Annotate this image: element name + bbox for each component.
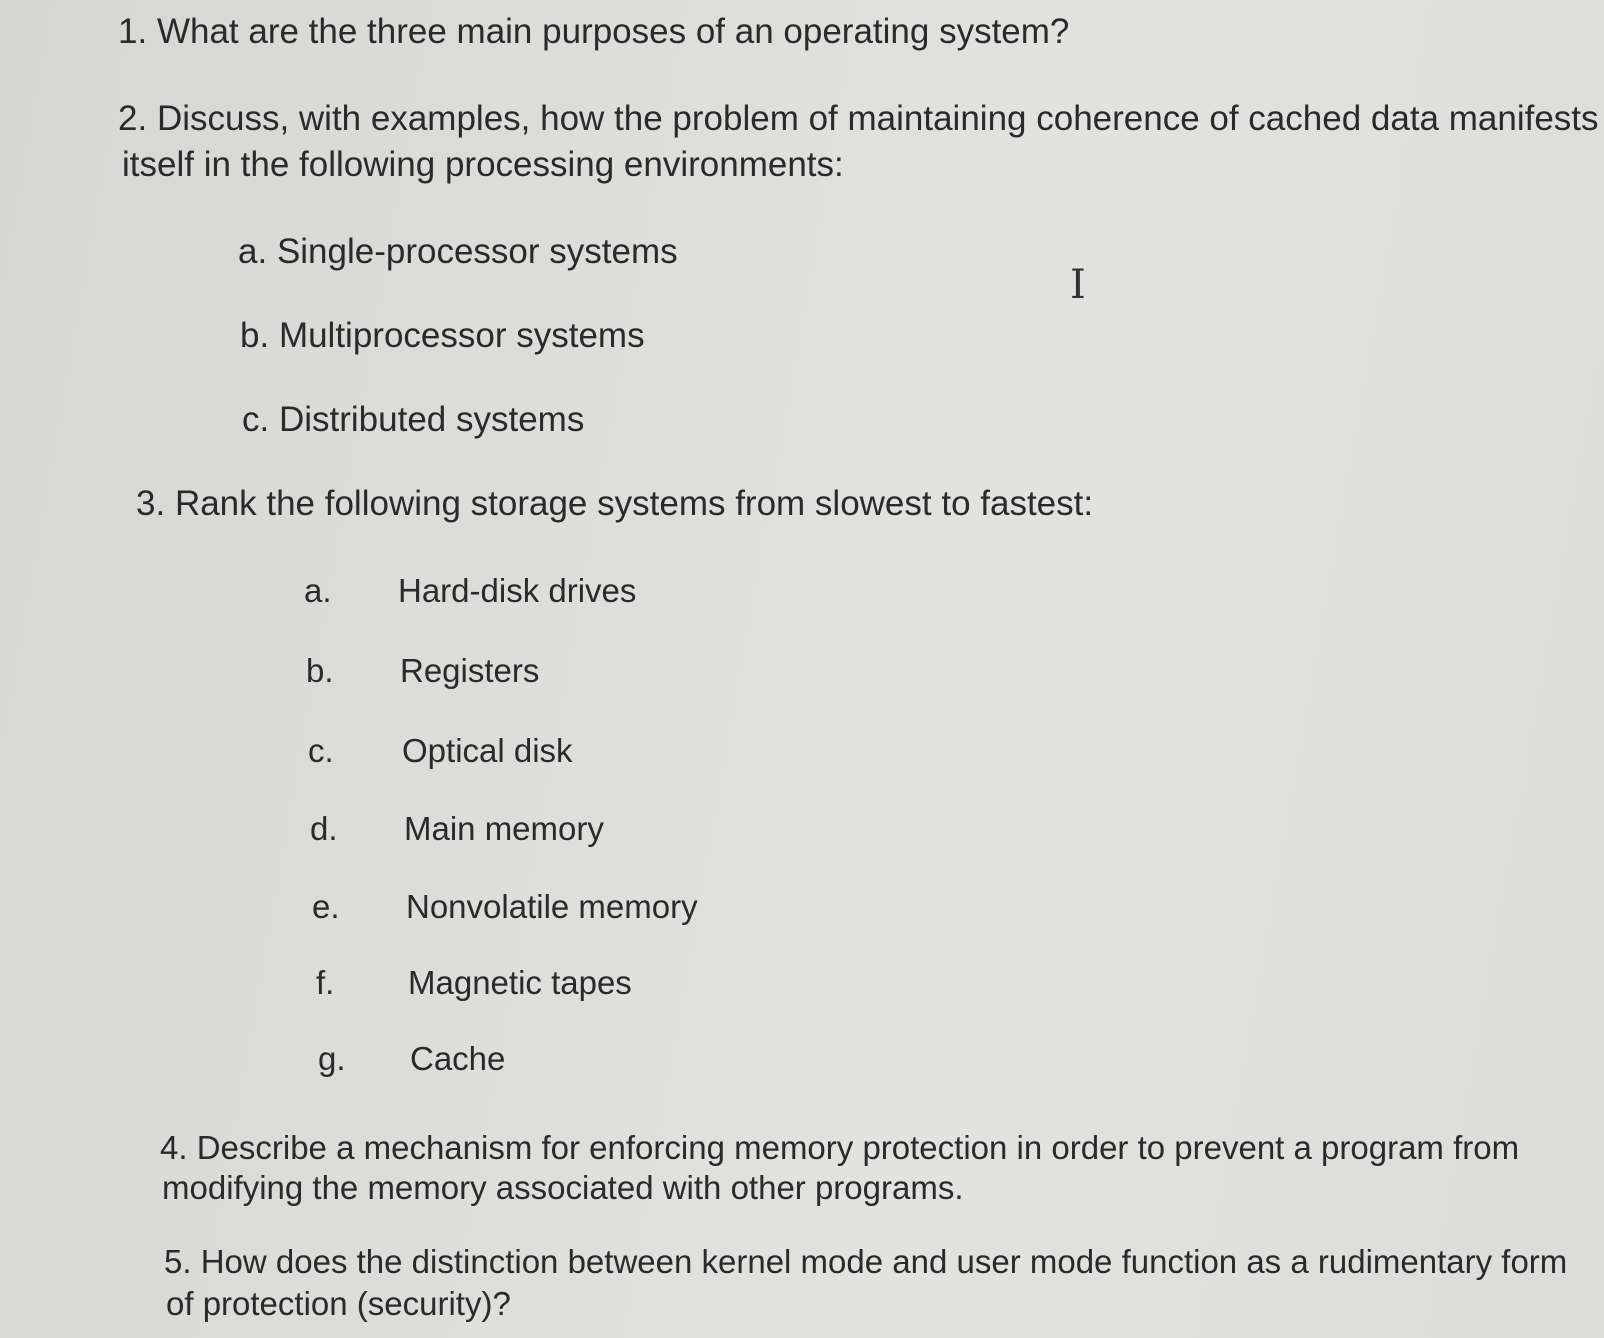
question-3-item-d-letter: d. <box>310 810 338 847</box>
item-text: Distributed systems <box>278 400 585 439</box>
question-5-line-1 <box>164 1240 1567 1284</box>
question-3-text: Rank the following storage systems from slowest to fastest: <box>174 484 1094 523</box>
question-5-line-2 <box>166 1282 511 1326</box>
item-text: Multiprocessor systems <box>278 316 645 355</box>
item-letter: a. <box>238 232 268 271</box>
question-3-number: 3. <box>136 484 166 523</box>
question-3-item-a-letter: a. <box>304 572 332 609</box>
item-letter: c. <box>242 400 270 439</box>
question-2-text-line-1: Discuss, with examples, how the problem of maintaining coherence of cached data manifests <box>156 99 1599 138</box>
question-4-line-1 <box>160 1126 1519 1170</box>
question-3-item-g-text: Cache <box>410 1040 506 1077</box>
question-3-item-f-letter: f. <box>316 964 335 1001</box>
item-text: Single-processor systems <box>276 232 678 271</box>
question-1-number: 1. <box>118 12 148 51</box>
question-2-number: 2. <box>118 99 148 138</box>
question-3-item-d-text: Main memory <box>404 810 604 847</box>
question-4-text-line-1: Describe a mechanism for enforcing memory protection in order to prevent a program from <box>196 1129 1520 1166</box>
text-cursor-icon: I <box>1070 262 1086 308</box>
question-4-text-line-2: modifying the memory associated with other programs. <box>162 1169 964 1206</box>
question-3-item-b-letter: b. <box>306 652 334 689</box>
question-1 <box>118 10 1069 54</box>
question-5-text-line-1: How does the distinction between kernel mode and user mode function as a rudimentary form <box>200 1243 1568 1280</box>
question-2-line-1 <box>118 97 1599 141</box>
question-3-item-b-text: Registers <box>400 652 540 689</box>
question-3 <box>136 482 1093 526</box>
question-3-item-c-letter: c. <box>308 732 334 769</box>
question-2-item-a <box>238 230 678 274</box>
question-3-item-a-text: Hard-disk drives <box>398 572 637 609</box>
question-2-item-b <box>240 314 645 358</box>
question-3-item-c-text: Optical disk <box>402 732 573 769</box>
question-3-item-e-letter: e. <box>312 888 340 925</box>
question-3-item-f-text: Magnetic tapes <box>408 964 632 1001</box>
question-3-item-g-letter: g. <box>318 1040 346 1077</box>
question-2-item-c <box>242 398 584 442</box>
question-5-number: 5. <box>164 1243 192 1280</box>
question-5-text-line-2: of protection (security)? <box>166 1285 511 1322</box>
question-4-number: 4. <box>160 1129 188 1166</box>
item-letter: b. <box>240 316 270 355</box>
question-2-text-line-2: itself in the following processing environments: <box>122 145 844 184</box>
question-3-item-e-text: Nonvolatile memory <box>406 888 698 925</box>
question-1-text: What are the three main purposes of an operating system? <box>156 12 1070 51</box>
question-4-line-2 <box>162 1166 964 1210</box>
question-2-line-2 <box>122 143 844 187</box>
